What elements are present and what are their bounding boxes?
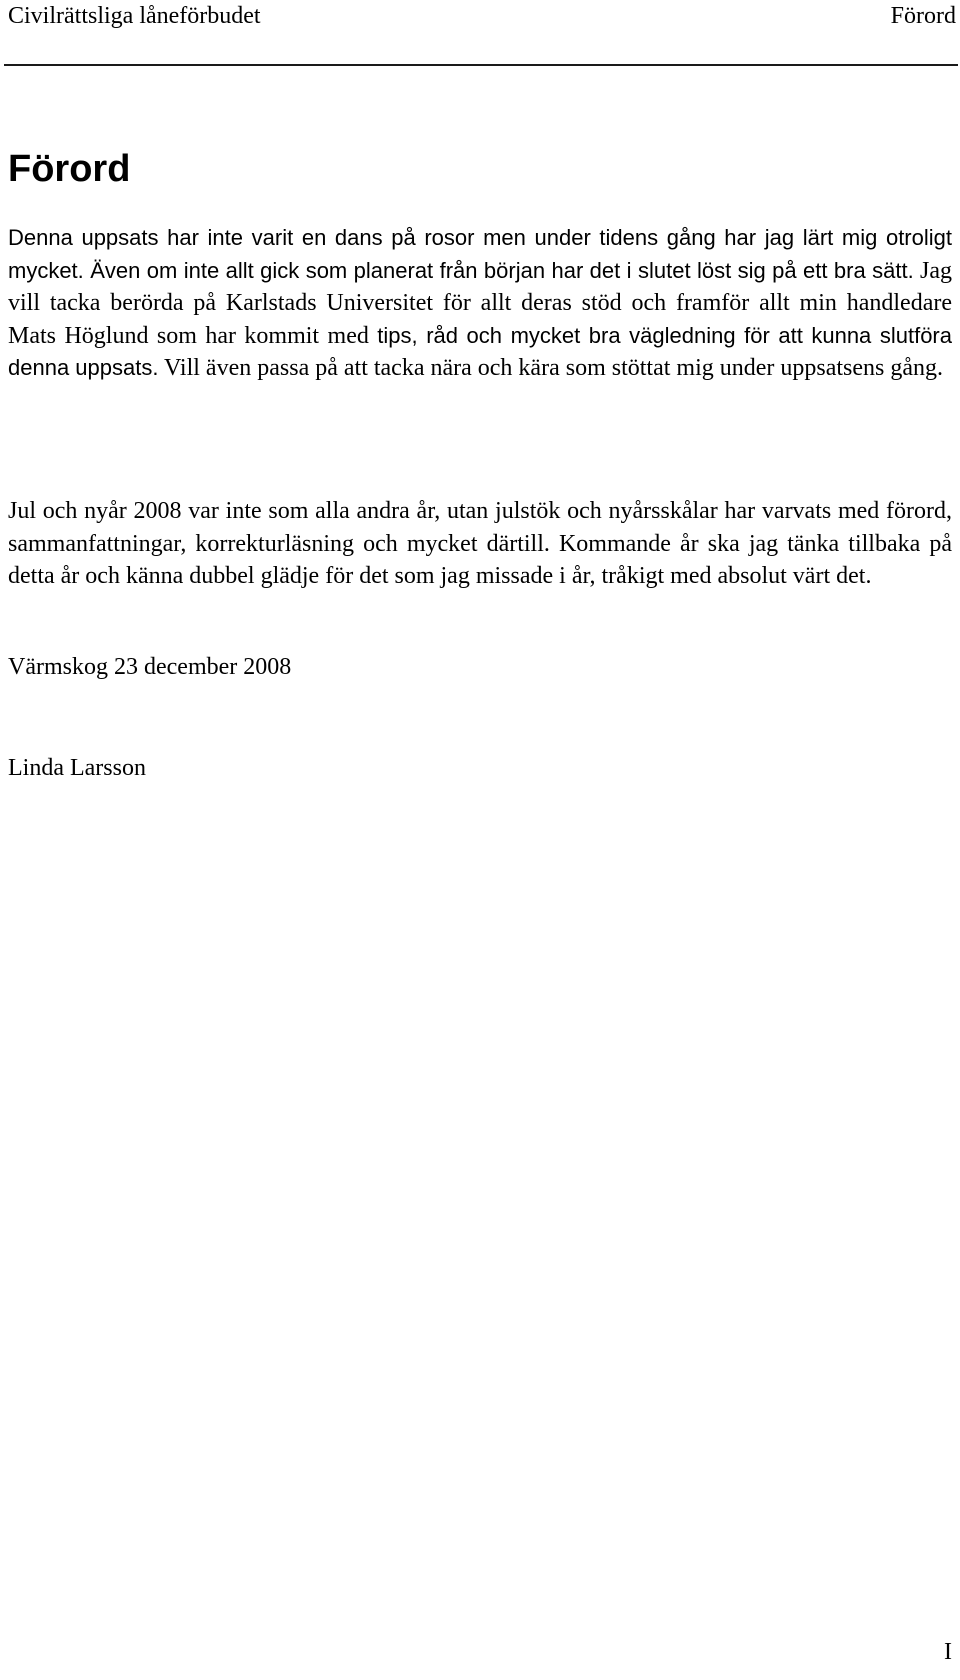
paragraph-1-segment-1: Denna uppsats har inte varit en dans på rosor men under tidens gång har jag lärt mig otroligt mycket. Även om inte allt gick som planerat från början har det i slutet löst sig på ett bra sätt.: [8, 225, 952, 283]
acknowledgement-paragraph-1: [8, 222, 952, 385]
page-header: [8, 0, 956, 34]
paragraph-1-segment-4: Vill även passa på att tacka nära och kära som stöttat mig under uppsatsens gång.: [158, 355, 944, 381]
running-header-title: Civilrättsliga låneförbudet: [8, 3, 261, 29]
place-and-date: Värmskog 23 december 2008: [8, 654, 292, 680]
page-title: Förord: [8, 148, 131, 190]
author-signature: Linda Larsson: [8, 755, 146, 781]
acknowledgement-paragraph-2: Jul och nyår 2008 var inte som alla andra år, utan julstök och nyårsskålar har varvats med förord, sammanfattningar, korrekturläsning och mycket därtill. Kommande år ska jag tänka tillbaka på detta år och känna dubbel glädje för det som jag missade i år, tråkigt med absolut värt det.: [8, 498, 952, 589]
running-header-section: Förord: [890, 3, 956, 29]
paragraph-1-segment-3: tips, råd och mycket bra vägledning för att kunna slutföra denna uppsats.: [8, 322, 952, 380]
page-number: I: [944, 1639, 952, 1665]
header-divider: [4, 64, 958, 66]
paragraph-1-segment-2: Jag vill tacka berörda på Karlstads Universitet för allt deras stöd och framför allt min handledare Mats Höglund som har kommit med: [8, 257, 952, 349]
